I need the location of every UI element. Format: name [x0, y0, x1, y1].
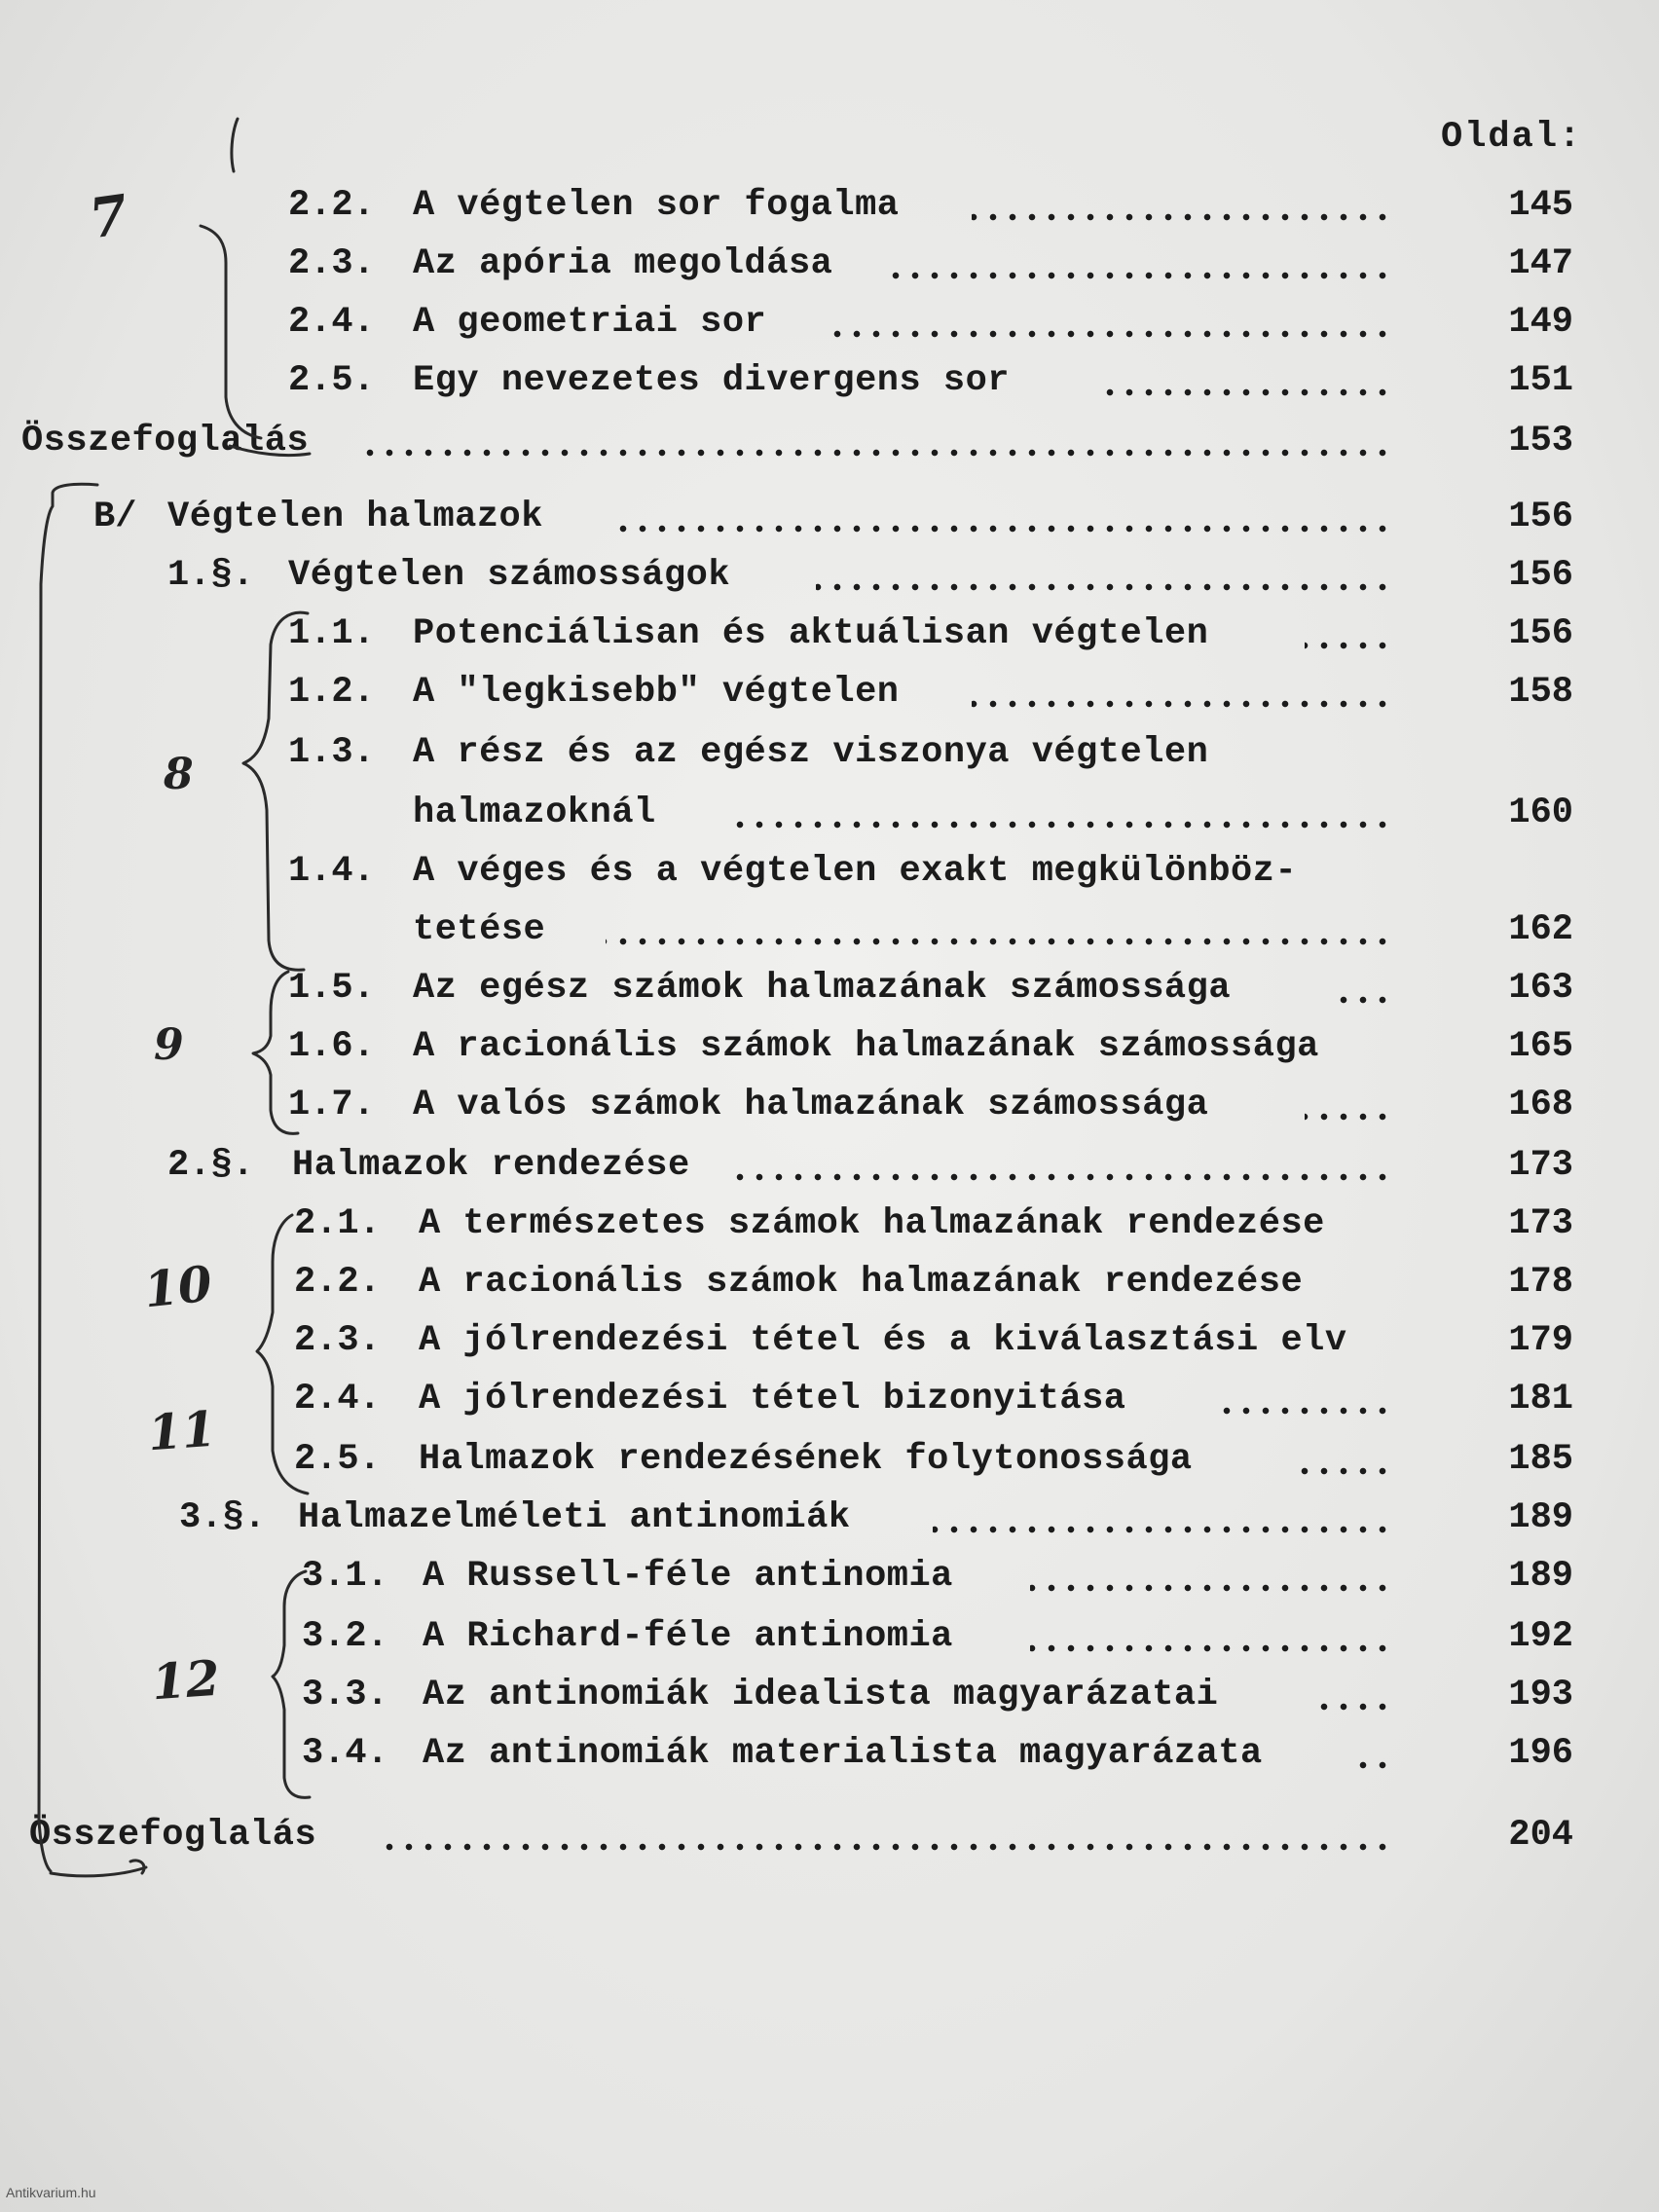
entry-title: A Russell-féle antinomia — [423, 1556, 953, 1597]
pencil-note-5: 11 — [146, 1399, 218, 1462]
entry-page: 173 — [1508, 1145, 1573, 1186]
entry-title: Az apória megoldása — [413, 243, 833, 284]
toc-entry-1-4-cont — [0, 909, 1659, 958]
toc-entry-2-4 — [0, 302, 1659, 350]
entry-page: 156 — [1508, 497, 1573, 537]
entry-number: 2.§. — [167, 1145, 254, 1186]
entry-page: 156 — [1508, 555, 1573, 596]
entry-number: 2.2. — [294, 1262, 381, 1303]
toc-entry-2-5b — [0, 1439, 1659, 1488]
entry-number: 3.§. — [179, 1497, 266, 1538]
entry-number: 1.3. — [288, 732, 375, 773]
toc-entry-1-7 — [0, 1085, 1659, 1133]
toc-entry-1-4 — [0, 851, 1659, 900]
dot-leader — [382, 1840, 1392, 1854]
toc-entry-summary-2 — [0, 1815, 1659, 1863]
entry-title: Az antinomiák idealista magyarázatai — [423, 1675, 1219, 1715]
toc-entry-1-2 — [0, 672, 1659, 720]
entry-page: 189 — [1508, 1556, 1573, 1597]
toc-entry-3-3 — [0, 1675, 1659, 1723]
toc-entry-1-3-cont — [0, 793, 1659, 841]
entry-number: 2.2. — [288, 185, 375, 226]
entry-title: Halmazelméleti antinomiák — [298, 1497, 851, 1538]
entry-title: tetése — [413, 909, 546, 950]
entry-title: Egy nevezetes divergens sor — [413, 360, 1010, 401]
toc-entry-1-section — [0, 555, 1659, 604]
entry-title: A racionális számok halmazának rendezése — [419, 1262, 1304, 1303]
toc-entry-3-1 — [0, 1556, 1659, 1604]
entry-page: 149 — [1508, 302, 1573, 343]
dot-leader — [1030, 1641, 1392, 1655]
toc-entry-2-3 — [0, 243, 1659, 292]
entry-title: A jólrendezési tétel bizonyitása — [419, 1379, 1126, 1419]
dot-leader — [606, 935, 1392, 948]
entry-title: Az antinomiák materialista magyarázata — [423, 1733, 1263, 1774]
toc-entry-2-1 — [0, 1203, 1659, 1252]
entry-number: 2.5. — [288, 360, 375, 401]
toc-entry-1-3 — [0, 732, 1659, 781]
entry-number: 2.3. — [288, 243, 375, 284]
entry-number: 3.3. — [302, 1675, 388, 1715]
pencil-note-6: 12 — [150, 1648, 222, 1712]
entry-title: Halmazok rendezésének folytonossága — [419, 1439, 1193, 1480]
entry-title: A racionális számok halmazának számossága — [413, 1026, 1319, 1067]
entry-number: 2.5. — [294, 1439, 381, 1480]
entry-title: A geometriai sor — [413, 302, 767, 343]
entry-number: 1.5. — [288, 968, 375, 1009]
entry-title: Összefoglalás — [21, 421, 310, 461]
toc-entry-b — [0, 497, 1659, 545]
entry-title: Összefoglalás — [29, 1815, 317, 1856]
entry-number: 2.1. — [294, 1203, 381, 1244]
entry-number: 2.4. — [294, 1379, 381, 1419]
dot-leader — [362, 446, 1392, 460]
entry-page: 192 — [1508, 1616, 1573, 1657]
dot-leader — [736, 1170, 1392, 1184]
toc-entry-1-5 — [0, 968, 1659, 1016]
entry-number: 1.1. — [288, 613, 375, 654]
pencil-note-2: 8 — [164, 750, 194, 799]
entry-title: halmazoknál — [413, 793, 656, 833]
entry-page: 178 — [1508, 1262, 1573, 1303]
toc-entry-3-4 — [0, 1733, 1659, 1782]
entry-title: A végtelen sor fogalma — [413, 185, 900, 226]
entry-title: A véges és a végtelen exakt megkülönböz- — [413, 851, 1298, 892]
entry-page: 185 — [1508, 1439, 1573, 1480]
dot-leader — [726, 818, 1392, 831]
toc-entry-1-1 — [0, 613, 1659, 662]
entry-number: 1.4. — [288, 851, 375, 892]
entry-page: 145 — [1508, 185, 1573, 226]
dot-leader — [824, 327, 1392, 341]
entry-page: 189 — [1508, 1497, 1573, 1538]
dot-leader — [1098, 386, 1392, 399]
toc-entry-3-2 — [0, 1616, 1659, 1665]
entry-title: A "legkisebb" végtelen — [413, 672, 900, 713]
entry-page: 156 — [1508, 613, 1573, 654]
entry-number: 3.4. — [302, 1733, 388, 1774]
dot-leader — [1338, 993, 1392, 1007]
entry-title: A rész és az egész viszonya végtelen — [413, 732, 1209, 773]
toc-entry-2-2b — [0, 1262, 1659, 1310]
entry-title: A valós számok halmazának számossága — [413, 1085, 1209, 1125]
toc-entry-summary-1 — [0, 421, 1659, 469]
entry-number: 1.6. — [288, 1026, 375, 1067]
entry-number: 2.3. — [294, 1320, 381, 1361]
entry-number: 1.7. — [288, 1085, 375, 1125]
dot-leader — [1305, 1110, 1392, 1124]
source-watermark: Antikvarium.hu — [6, 2185, 96, 2200]
entry-page: 163 — [1508, 968, 1573, 1009]
entry-page: 173 — [1508, 1203, 1573, 1244]
dot-leader — [1316, 1700, 1392, 1714]
dot-leader — [619, 522, 1392, 535]
toc-entry-2-5 — [0, 360, 1659, 409]
pencil-note-3: 9 — [154, 1020, 184, 1070]
pencil-note-4: 10 — [141, 1254, 215, 1319]
dot-leader — [972, 210, 1392, 224]
toc-entry-2-2 — [0, 185, 1659, 234]
entry-number: 2.4. — [288, 302, 375, 343]
entry-title: Halmazok rendezése — [292, 1145, 690, 1186]
entry-title: A természetes számok halmazának rendezése — [419, 1203, 1325, 1244]
entry-title: Az egész számok halmazának számossága — [413, 968, 1232, 1009]
dot-leader — [1301, 1464, 1392, 1478]
entry-page: 147 — [1508, 243, 1573, 284]
dot-leader — [816, 580, 1392, 594]
entry-number: 3.2. — [302, 1616, 388, 1657]
entry-page: 168 — [1508, 1085, 1573, 1125]
dot-leader — [972, 697, 1392, 711]
page-column-label: Oldal: — [1441, 117, 1583, 158]
outer-bracket-bottom — [51, 1867, 146, 1876]
toc-entry-2-3b — [0, 1320, 1659, 1369]
toc-entry-2-4b — [0, 1379, 1659, 1427]
entry-title: Végtelen számosságok — [288, 555, 731, 596]
entry-page: 204 — [1508, 1815, 1573, 1856]
entry-title: A Richard-féle antinomia — [423, 1616, 953, 1657]
entry-page: 151 — [1508, 360, 1573, 401]
entry-number: 1.§. — [167, 555, 254, 596]
dot-leader — [892, 269, 1392, 282]
entry-page: 179 — [1508, 1320, 1573, 1361]
entry-page: 160 — [1508, 793, 1573, 833]
dot-leader — [1223, 1404, 1392, 1418]
entry-page: 193 — [1508, 1675, 1573, 1715]
entry-page: 181 — [1508, 1379, 1573, 1419]
pencil-note-1: 7 — [85, 182, 132, 252]
entry-page: 153 — [1508, 421, 1573, 461]
dot-leader — [1305, 639, 1392, 652]
entry-number: B/ — [93, 497, 137, 537]
entry-page: 196 — [1508, 1733, 1573, 1774]
entry-page: 165 — [1508, 1026, 1573, 1067]
entry-number: 1.2. — [288, 672, 375, 713]
entry-title: Potenciálisan és aktuálisan végtelen — [413, 613, 1209, 654]
dot-leader — [933, 1523, 1392, 1536]
entry-page: 162 — [1508, 909, 1573, 950]
dot-leader — [1030, 1581, 1392, 1595]
toc-entry-2-section — [0, 1145, 1659, 1194]
entry-page: 158 — [1508, 672, 1573, 713]
toc-entry-1-6 — [0, 1026, 1659, 1075]
entry-number: 3.1. — [302, 1556, 388, 1597]
toc-entry-3-section — [0, 1497, 1659, 1546]
entry-title: Végtelen halmazok — [167, 497, 543, 537]
pencil-tick-top — [232, 119, 238, 171]
dot-leader — [1359, 1758, 1392, 1772]
entry-title: A jólrendezési tétel és a kiválasztási elv — [419, 1320, 1347, 1361]
